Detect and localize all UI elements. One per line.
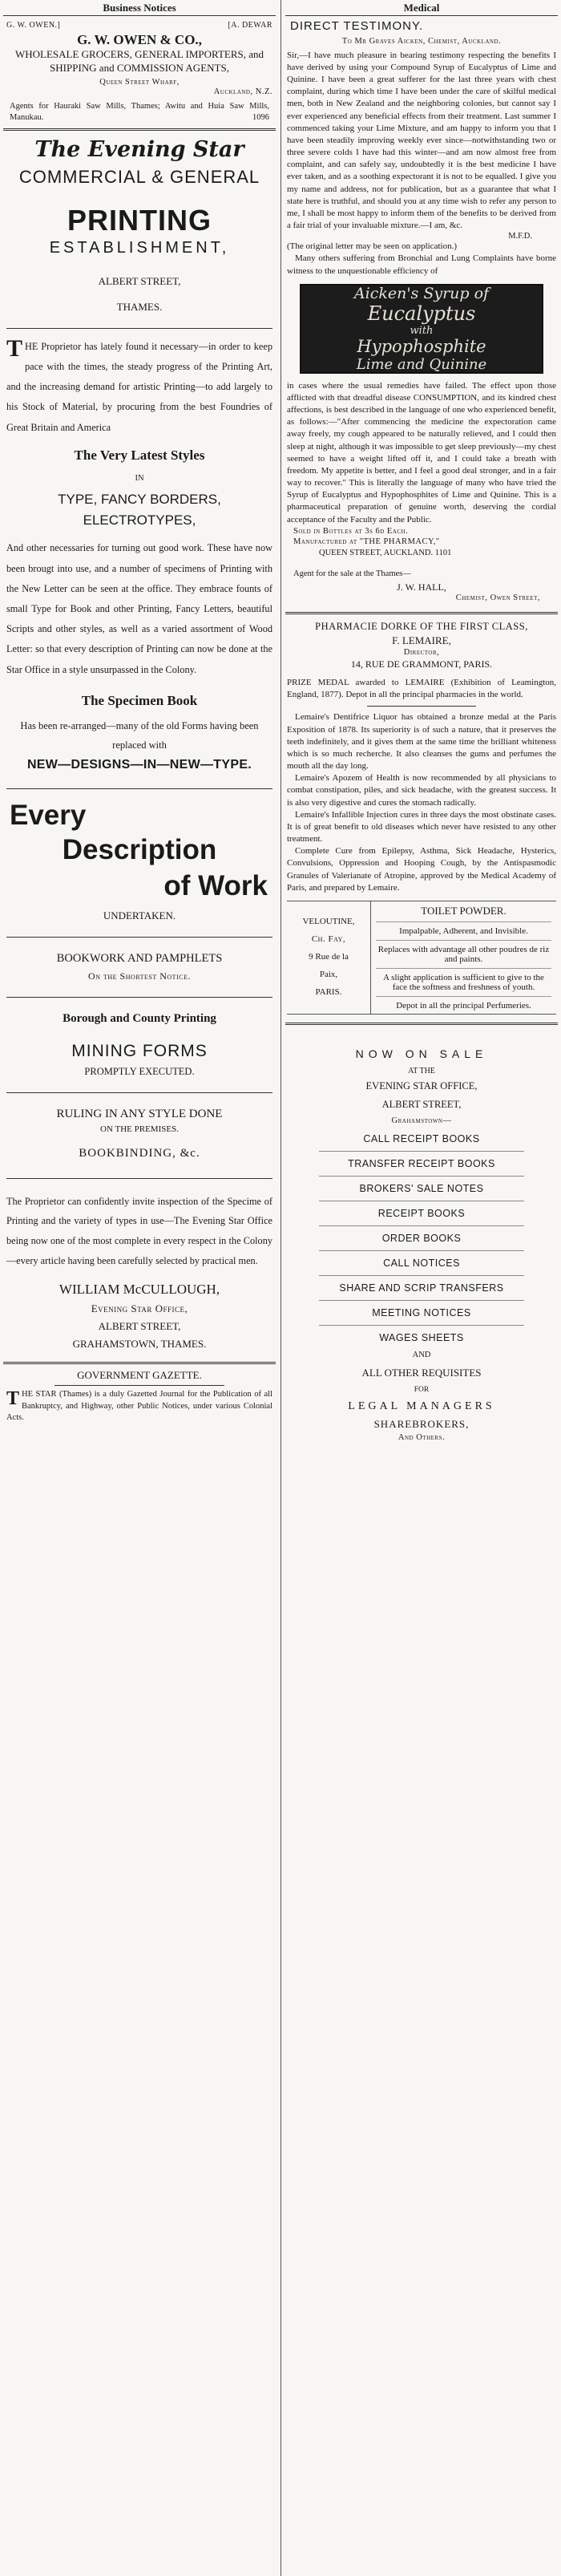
testimony-body2: in cases where the usual remedies have failed. The effect upon those afflicted with that dreadful disease CONSUMPTION, and its kindred chest affections, is best described in the language of one who experienced benefit, as follows:—"After commencing the medicine the expectoration came away freely, my cough appeared to be naturally relieved, and I could then sleep at night, although it was impossible to get sleep previously—my chest seemed to have a weight lifted off it, and I could take a breath with freedom. My appetite is better, and I feel a good deal stronger, and in a fair way to recover." This is literally the language of many who have tried the Syrup of Eucalyptus and Hypophosphites of Lime and Quinine. This is a pharmaceutical preparation of genuine worth, deserving the cordial acceptance of the Faculty and the Public. <box>287 380 556 525</box>
new-designs: NEW—DESIGNS—IN—NEW—TYPE. <box>26 758 252 772</box>
establishment-heading: ESTABLISHMENT, <box>49 238 230 257</box>
lemaire-apozem: Lemaire's Apozem of Health is now recommended by all physicians to combat constipation, piles, and sick headache, with the greatest success. It is also very digestive and cures the stomach radically. <box>287 773 556 808</box>
owen-title: G. W. OWEN & CO., <box>77 32 202 47</box>
in-label: IN <box>135 473 144 483</box>
testimony-many: Many others suffering from Bronchial and Lung Complaints have borne witness to the unquestionable efficiency of <box>287 253 556 276</box>
description-heading: Description <box>62 833 217 865</box>
lemaire-director: Director, <box>403 648 440 658</box>
testimony-manufactured: Manufactured at "THE PHARMACY," <box>293 537 440 547</box>
owen-num: 1096 <box>252 113 269 123</box>
owen-line1: WHOLESALE GROCERS, GENERAL IMPORTERS, and <box>14 48 264 60</box>
shortest-notice: On the Shortest Notice. <box>88 970 191 982</box>
sale-item: CALL NOTICES <box>383 1257 460 1269</box>
owen-advert <box>3 16 276 124</box>
new-letter-paragraph: And other necessaries for turning out good work. These have now been brougt into use, and a number of specimens of Printing with the New Letter can be seen at the office. They embrace founts of small Type for Book and other Printing, Fancy Letters, beautiful Scripts and other styles, as well as a varied assortment of Wood Letter: so that every description of Printing can now be done at the Star Office in a style unsurpassed in the Colony. <box>6 542 272 675</box>
drop-cap-t: T <box>6 334 23 362</box>
label-line1: Aicken's Syrup of <box>353 284 490 302</box>
testimony-address: QUEEN STREET, AUCKLAND. <box>319 549 434 558</box>
lemaire-advert <box>285 619 558 1015</box>
medical-header: Medical <box>285 0 558 16</box>
testimony-note: (The original letter may be seen on application.) <box>287 241 457 252</box>
testimony-body: Sir,—I have much pleasure in bearing testimony respecting the benefits I have derived by using your Compound Syrup of Eucalyptus of Lime and Quinine. I have been a great sufferer for the last three years with chest complaint, during which time I have been under the care of skilful medical men, both in New Zealand and the neighboring colonies, but cannot say I ever experienced any beneficial effects from their treatment. Last summer I commenced taking your Lime Mixture, and am happy to inform you that I have been steadily improving weekly ever since—notwithstanding two or three severe colds I have had this winter—and am now almost free from complaint, and can safely say, undoubtedly it is the best medicine I have ever taken, and as a soothing expectorant it is not to be equalled. I give you my name and address, not for publication, but as a guarantee that what I state here is truthful, and should you at any time wish to refer any person to me, I shall be most happy to inform them of the benefits to be derived from a fair trial of your invaluable mixture.—I am, &c. <box>287 50 556 231</box>
albert-street: ALBERT STREET, <box>98 274 181 287</box>
veloutine-paix: Paix, <box>319 969 338 979</box>
mining-forms: MINING FORMS <box>71 1041 208 1060</box>
sale-office: EVENING STAR OFFICE, <box>365 1079 478 1092</box>
on-premises: ON THE PREMISES. <box>100 1124 179 1134</box>
lemaire-epilepsy: Complete Cure from Epilepsy, Asthma, Sick Headache, Hysterics, Convulsions, Oppression and Hooping Cough, by the Antispasmodic Granules of Valerianate of Atropine, approved by the Medical Academy of Paris, and prepared by Lemaire. <box>287 846 556 893</box>
sale-item: RECEIPT BOOKS <box>377 1207 466 1219</box>
testimony-sign: M.F.D. <box>508 232 532 241</box>
gazette-text: HE STAR (Thames) is a duly Gazetted Journal for the Publication of all Bankruptcy, and Highway, other Public Notices, under various Colonial Acts. <box>6 1390 272 1423</box>
government-gazette <box>3 1369 276 1424</box>
owen-line2: SHIPPING and COMMISSION AGENTS, <box>50 61 229 74</box>
lemaire-dentifrice: Lemaire's Dentifrice Liquor has obtained a bronze medal at the Paris Exposition of 1878. Its superiority is of such a nature, that it preserves the teeth indefinitely, and it gives them at the same time the brilliant whiteness which is so much recherche. It also cleanses the gums and perfumes the mouth all the day long. <box>287 712 556 772</box>
label-line5: Lime and Quinine <box>356 355 487 373</box>
undertaken: UNDERTAKEN. <box>103 909 176 921</box>
office-town: GRAHAMSTOWN, THAMES. <box>72 1338 207 1351</box>
office-name: Evening Star Office, <box>91 1302 188 1315</box>
electrotypes: ELECTROTYPES, <box>83 512 196 529</box>
owner-name: WILLIAM McCULLOUGH, <box>59 1282 220 1298</box>
veloutine-title: VELOUTINE, <box>302 916 355 926</box>
owen-name-right: [A. DEWAR <box>228 21 272 30</box>
owen-name-left: G. W. OWEN.] <box>6 21 61 30</box>
testimony-to: To Mr Graves Aicken, Chemist, Auckland. <box>341 37 502 46</box>
veloutine-maker <box>287 901 371 1014</box>
sale-item: MEETING NOTICES <box>372 1306 471 1318</box>
ruling-style: RULING IN ANY STYLE DONE <box>56 1107 223 1120</box>
sale-item: CALL RECEIPT BOOKS <box>363 1132 480 1144</box>
every-heading: Every <box>10 800 87 832</box>
bookwork-pamphlets: BOOKWORK AND PAMPHLETS <box>56 951 223 965</box>
sale-town: Grahamstown— <box>391 1116 452 1125</box>
toilet-powder-depot: Depot in all the principal Perfumeries. <box>396 1000 531 1011</box>
toilet-powder-info <box>371 901 556 1014</box>
sale-item: BROKERS' SALE NOTES <box>359 1182 484 1194</box>
label-line4: Hypophosphite <box>357 336 486 356</box>
sale-title: NOW ON SALE <box>355 1047 488 1060</box>
sale-at: AT THE <box>408 1066 435 1075</box>
owen-agents: Agents for Hauraki Saw Mills, Thames; Awitu and Huia Saw Mills, Manukau. <box>10 102 269 123</box>
inspection-paragraph: The Proprietor can confidently invite inspection of the Specime of Printing and the variety of types in use—The Evening Star Office being now one of the most complete in every respect in the Colony—every article having been carefully selected by practical men. <box>6 1195 272 1266</box>
printing-heading: PRINTING <box>67 203 212 237</box>
evening-star-advert <box>3 137 276 1351</box>
masthead: The Evening Star <box>34 136 244 162</box>
borough-county: Borough and County Printing <box>63 1011 216 1025</box>
veloutine-box <box>287 901 556 1015</box>
gazette-title: GOVERNMENT GAZETTE. <box>77 1369 202 1382</box>
drop-cap-t: T <box>6 1388 20 1410</box>
lemaire-name: F. LEMAIRE, <box>392 634 451 647</box>
lemaire-injection: Lemaire's Infallible Injection cures in three days the most obstinate cases. It is of great benefit to old diseases which never have resisted to any other treatment. <box>287 809 556 844</box>
toilet-powder-title: TOILET POWDER. <box>421 904 507 917</box>
business-notices-column <box>3 0 276 2576</box>
sale-for: FOR <box>414 1386 430 1395</box>
sale-street: ALBERT STREET, <box>381 1098 462 1110</box>
bookbinding: BOOKBINDING, &c. <box>79 1146 200 1160</box>
rearranged-text: Has been re-arranged—many of the old Forms having been replaced with <box>20 719 259 751</box>
toilet-powder-impalpable: Impalpable, Adherent, and Invisible. <box>399 925 528 936</box>
commercial-general: COMMERCIAL & GENERAL <box>18 166 260 187</box>
sale-item: TRANSFER RECEIPT BOOKS <box>348 1157 495 1169</box>
toilet-powder-slight: A slight application is sufficient to give to the face the softness and freshness of youth. <box>383 972 544 992</box>
hall-name: J. W. HALL, <box>397 581 446 593</box>
sale-and: AND <box>412 1350 431 1359</box>
latest-styles: The Very Latest Styles <box>74 447 205 463</box>
aicken-syrup-label <box>300 284 543 374</box>
sale-item: SHARE AND SCRIP TRANSFERS <box>339 1282 504 1294</box>
toilet-powder-replaces: Replaces with advantage all other poudres de riz and paints. <box>377 944 550 964</box>
veloutine-maker-name: Ch. Fay, <box>311 934 346 944</box>
testimony-advert <box>285 16 558 602</box>
sale-others: And Others. <box>398 1433 446 1443</box>
sale-item: WAGES SHEETS <box>379 1331 464 1343</box>
sale-other: ALL OTHER REQUISITES <box>361 1367 482 1379</box>
hall-address: Chemist, Owen Street, <box>455 593 540 603</box>
specimen-book: The Specimen Book <box>81 692 198 708</box>
testimony-agent: Agent for the sale at the Thames— <box>293 569 411 578</box>
lemaire-title: PHARMACIE DORKE OF THE FIRST CLASS, <box>315 621 528 633</box>
owen-address1: Queen Street Wharf, <box>99 77 180 87</box>
testimony-sold: Sold in Bottles at 3s 6d Each. <box>293 526 409 536</box>
promptly-executed: PROMPTLY EXECUTED. <box>84 1065 195 1077</box>
veloutine-paris: PARIS. <box>315 986 342 997</box>
lemaire-prize: PRIZE MEDAL awarded to LEMAIRE (Exhibition of Leamington, England, 1877). Depot in all the principal pharmacies in the world. <box>287 678 556 700</box>
veloutine-rue: 9 Rue de la <box>309 951 349 962</box>
thames: THAMES. <box>116 300 163 313</box>
sale-item: ORDER BOOKS <box>381 1232 462 1244</box>
label-line2: Eucalyptus <box>367 302 476 325</box>
sale-legal: LEGAL MANAGERS <box>348 1400 495 1413</box>
of-work-heading: of Work <box>163 870 268 902</box>
types-borders: TYPE, FANCY BORDERS, <box>58 492 221 508</box>
owen-address2: Auckland, N.Z. <box>213 87 272 97</box>
testimony-num: 1101 <box>434 549 452 558</box>
testimony-title: DIRECT TESTIMONY. <box>290 19 424 33</box>
business-notices-header: Business Notices <box>3 0 276 16</box>
column-divider <box>280 0 281 2576</box>
lemaire-address: 14, RUE DE GRAMMONT, PARIS. <box>350 658 493 670</box>
now-on-sale-advert <box>285 1030 558 1444</box>
sale-brokers: SHAREBROKERS, <box>373 1418 470 1431</box>
proprietor-paragraph: THE Proprietor has lately found it necessary—in order to keep pace with the times, the steady progress of the Printing Art, and the increasing demand for artistic Printing—to add largely to his Stock of Material, by procuring from the best Foundries of Great Britain and America <box>6 334 272 433</box>
office-street: ALBERT STREET, <box>98 1320 181 1333</box>
medical-column <box>285 0 558 2576</box>
divider <box>3 128 276 131</box>
label-line3: with <box>410 324 434 337</box>
